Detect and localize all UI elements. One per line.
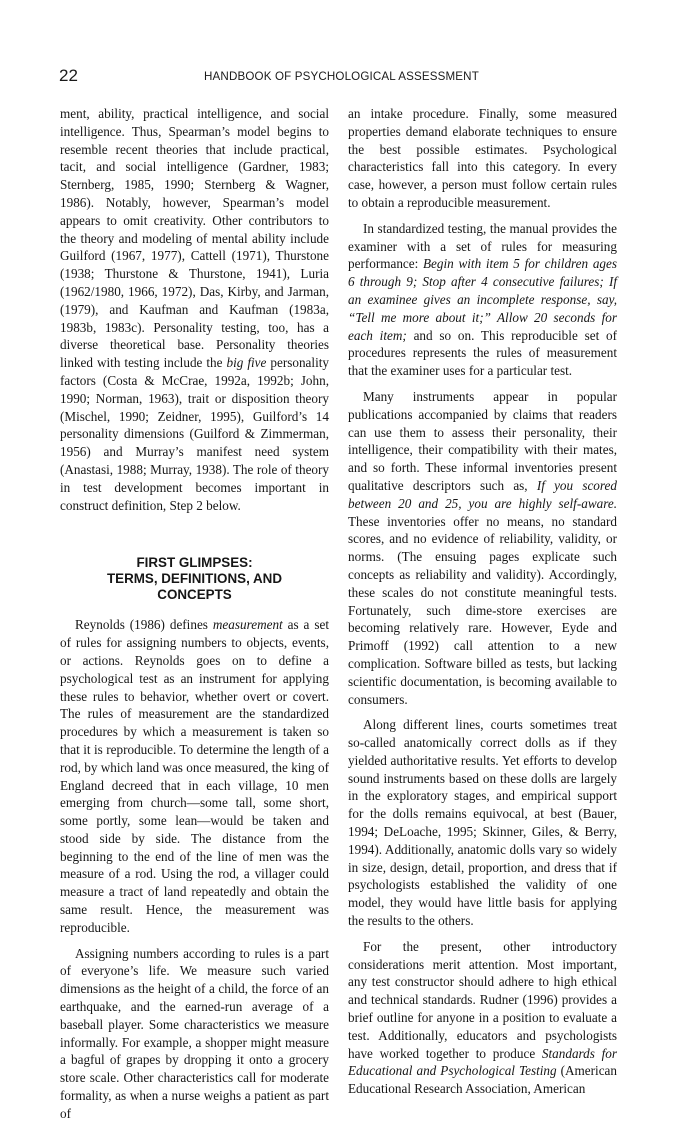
heading-line: FIRST GLIMPSES:	[136, 555, 253, 571]
left-column	[60, 105, 329, 1123]
paragraph	[348, 388, 617, 708]
text-run: Along different lines, courts sometimes treat so-called anatomically correct dolls as if they yielded authoritative results. Yet efforts to develop sound instruments based on these dolls are largely in the exploratory stages, and empirical support for the dolls remains equivocal, at best (Bauer, 1994; DeLoache, 1995; Skinner, Giles, & Berry, 1994). Additionally, anatomic dolls vary so widely in size, design, detail, proportion, and dress that if psychologists established the validity of one model, they would have little basis for applying the results to the others.	[348, 717, 617, 929]
paragraph	[60, 945, 329, 1123]
italic-text: big five	[226, 355, 267, 371]
text-run: (American Educational Research Association, American	[348, 1063, 617, 1097]
heading-line: TERMS, DEFINITIONS, AND	[106, 571, 283, 587]
text-run: Assigning numbers according to rules is a part of everyone’s life. We measure such varied dimensions as the height of a child, the force of an earthquake, and the earned-run average of a baseball player. Some characteristics we measure informally. For example, a shopper might measure a bagful of grapes by dropping it onto a grocery store scale. Other characteristics call for moderate formality, as when a nurse weighs a patient as part of	[60, 945, 329, 1121]
paragraph	[348, 105, 617, 212]
italic-text: measurement	[212, 617, 283, 633]
text-run: These inventories offer no means, no standard scores, and no evidence of reliability, validity, or norms. (The ensuing pages explicate such concepts as reliability and validity). Accordingly, these scales do not constitute meaningful tests. Fortunately, such dime-store exercises are becoming relatively rare. However, Eyde and Primoff (1992) call attention to a new complication. Software billed as tests, but lacking scientific documentation, is becoming available to consumers.	[348, 513, 617, 707]
section-heading	[60, 555, 329, 603]
paragraph	[60, 616, 329, 936]
text-run: Many instruments appear in popular publications accompanied by claims that readers can use them to assess their personality, their intelligence, their compatibility with their mates, and so forth. These informal inventories present qualitative descriptors such as,	[348, 388, 617, 493]
text-run: Reynolds (1986) defines	[75, 617, 213, 633]
text-run: ment, ability, practical intelligence, and social intelligence. Thus, Spearman’s model begins to resemble recent theories that include practical, tacit, and social intelligence (Gardner, 1983; Sternberg, 1985, 1990; Sternberg & Wagner, 1986). Notably, however, Spearman’s model appears to omit creativity. Other contributors to the theory and modeling of mental ability include Guilford (1967, 1977), Cattell (1971), Thurstone (1938; Thurstone & Thurstone, 1941), Luria (1962/1980, 1966, 1972), Das, Kirby, and Jarman, (1979), and Kaufman and Kaufman (1983a, 1983b, 1983c). Personality testing, too, has a diverse theoretical base. Personality theories linked with testing include the	[60, 106, 329, 371]
paragraph	[348, 220, 617, 380]
text-run: and so on. This reproducible set of procedures represents the rules of measurement that the examiner uses for a particular test.	[348, 327, 617, 379]
italic-text: If you scored between 20 and 25, you are highly self-aware.	[348, 477, 617, 511]
heading-line: CONCEPTS	[157, 587, 232, 603]
paragraph	[348, 938, 617, 1098]
running-head: HANDBOOK OF PSYCHOLOGICAL ASSESSMENT	[204, 70, 479, 83]
text-run: as a set of rules for assigning numbers to objects, events, or actions. Reynolds goes on to define a psychological test as an instrument for applying these rules to behavior, whether overt or covert. The rules of measurement are the standardized procedures by which a measurement is taken so that it is reproducible. To determine the length of a rod, by which land was once measured, the king of England decreed that in each village, 10 men emerging from church—some tall, some short, some portly, some lean—would be taken and stood side by side. The distance from the beginning to the end of the line of men was the measure of a rod. Using the rod, a villager could measure a tract of land repeatedly and obtain the same result. Hence, the measurement was reproducible.	[60, 617, 329, 935]
text-run: personality factors (Costa & McCrae, 1992a, 1992b; John, 1990; Norman, 1963), trait or disposition theory (Mischel, 1990; Zeidner, 1995), Guilford’s 14 personality dimensions (Guilford & Zimmerman, 1956) and Murray’s manifest need system (Anastasi, 1988; Murray, 1938). The role of theory in test development becomes important in construct definition, Step 2 below.	[60, 355, 329, 513]
text-run: In standardized testing, the manual provides the examiner with a set of rules for measuring performance:	[348, 220, 617, 272]
right-column	[348, 105, 617, 1098]
italic-text: Begin with item 5 for children ages 6 through 9; Stop after 4 consecutive failures; If an examinee gives an incomplete response, say, “Tell me more about it;” Allow 20 seconds for each item;	[348, 256, 618, 343]
text-run: an intake procedure. Finally, some measured properties demand elaborate techniques to ensure the best possible estimates. Psychological characteristics fall into this category. In every case, however, a person must follow certain rules to obtain a reproducible measurement.	[348, 106, 617, 210]
paragraph	[348, 716, 617, 930]
italic-text: Standards for Educational and Psychological Testing	[348, 1045, 617, 1079]
text-run: For the present, other introductory considerations merit attention. Most important, any test constructor should adhere to high ethical and technical standards. Rudner (1996) provides a brief outline for anyone in a position to evaluate a test. Additionally, educators and psychologists have worked together to produce	[348, 938, 617, 1061]
paragraph	[60, 105, 329, 514]
page-number: 22	[59, 66, 78, 85]
